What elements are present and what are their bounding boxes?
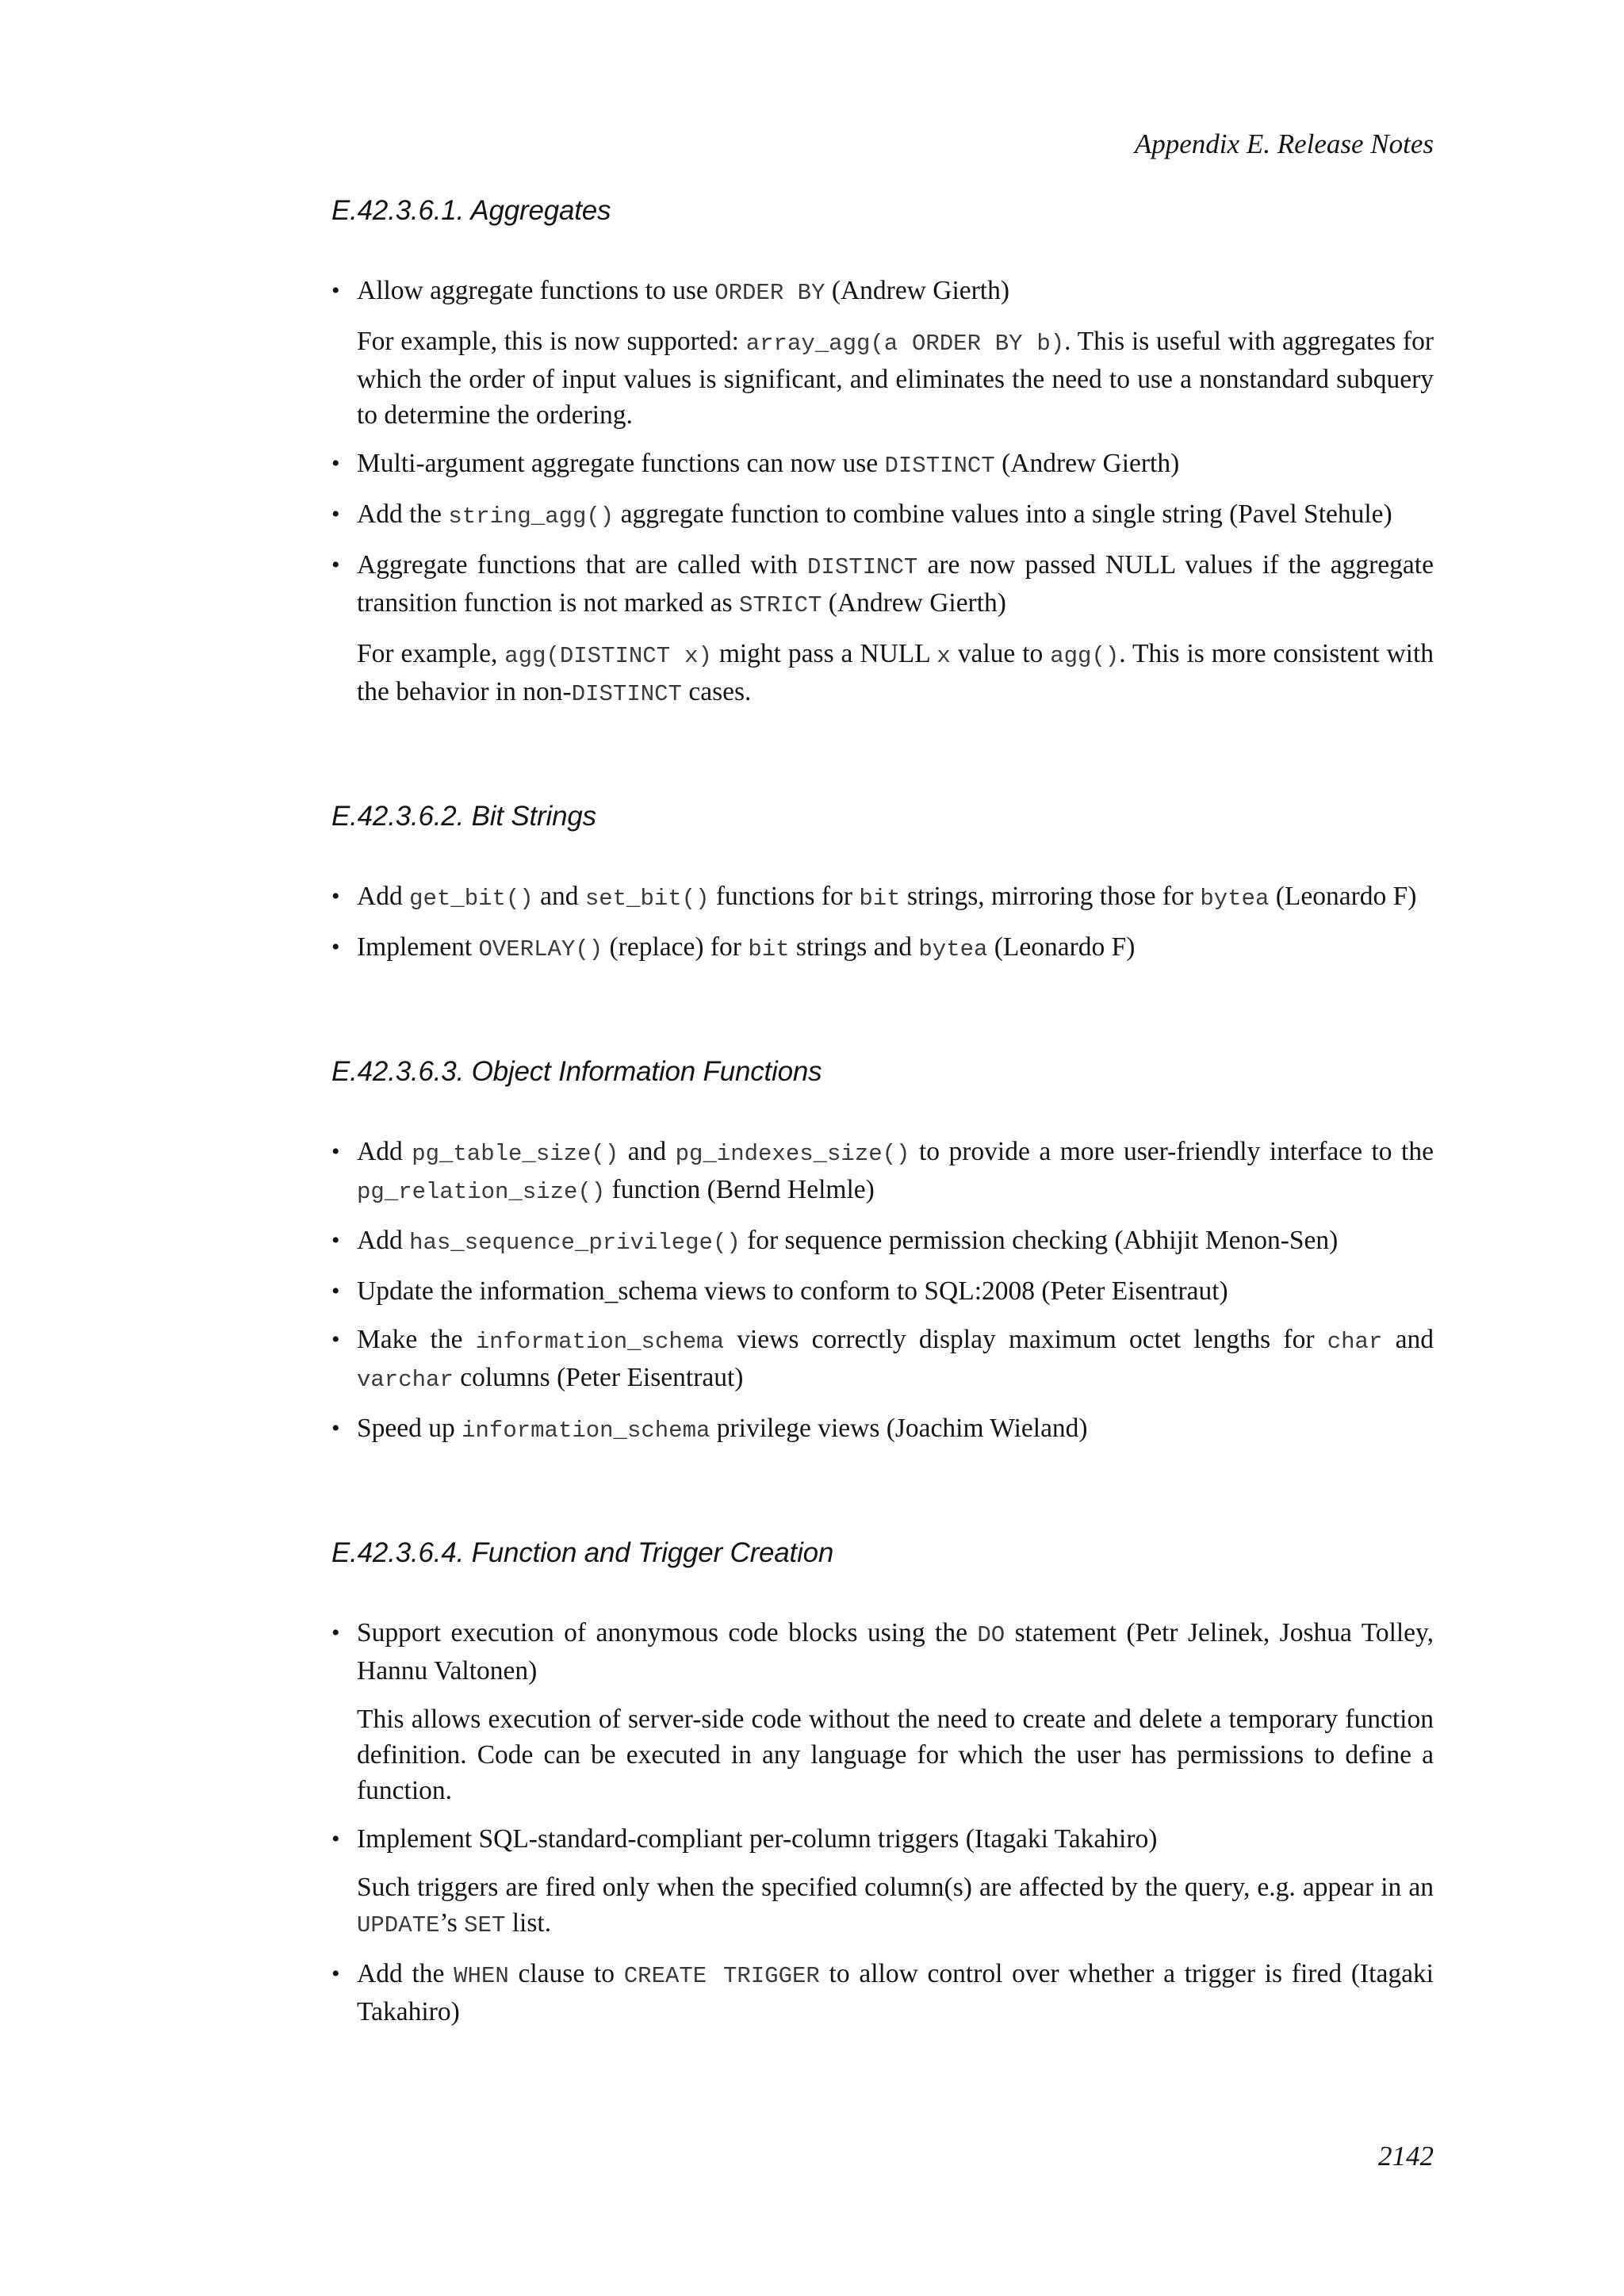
text-run: Implement bbox=[357, 932, 479, 962]
text-run: (Leonardo F) bbox=[1269, 882, 1417, 911]
release-note-item bbox=[331, 1322, 1434, 1398]
page-number: 2142 bbox=[1378, 2141, 1434, 2172]
code-literal: DISTINCT bbox=[807, 554, 918, 580]
release-note-item bbox=[331, 1615, 1434, 1808]
item-summary bbox=[357, 1410, 1434, 1448]
item-summary bbox=[357, 1615, 1434, 1689]
text-run: This allows execution of server-side code without the need to create and delete a temporary function definition. Code can be executed in any language for which the user has permissions to define a function. bbox=[357, 1705, 1434, 1805]
text-run: Multi-argument aggregate functions can now use bbox=[357, 449, 885, 478]
code-literal: varchar bbox=[357, 1367, 454, 1393]
text-run: Add bbox=[357, 882, 410, 911]
release-note-item bbox=[331, 878, 1434, 916]
code-literal: DISTINCT bbox=[571, 681, 682, 707]
text-run: . This is more consistent with the behavior in non- bbox=[357, 639, 1434, 706]
release-note-item bbox=[331, 1956, 1434, 2030]
text-run: . This is useful with aggregates for which the order of input values is significant, and eliminates the need to use a nonstandard subquery to determine the ordering. bbox=[357, 327, 1434, 430]
text-run: Aggregate functions that are called with bbox=[357, 550, 808, 580]
text-run: Implement SQL-standard-compliant per-column triggers (Itagaki Takahiro) bbox=[357, 1824, 1158, 1854]
code-literal: ORDER BY bbox=[714, 280, 825, 306]
code-literal: agg(DISTINCT x) bbox=[504, 643, 712, 669]
text-run: Add the bbox=[357, 499, 449, 529]
release-note-list bbox=[331, 273, 1434, 712]
section-heading: E.42.3.6.3. Object Information Functions bbox=[331, 1056, 822, 1087]
code-literal: bit bbox=[748, 936, 790, 962]
code-literal: has_sequence_privilege() bbox=[409, 1230, 741, 1256]
text-run: aggregate function to combine values into a single string (Pavel Stehule) bbox=[614, 499, 1392, 529]
text-run: For example, this is now supported: bbox=[357, 327, 746, 356]
release-note-item bbox=[331, 496, 1434, 534]
item-detail bbox=[357, 323, 1434, 433]
item-summary bbox=[357, 1322, 1434, 1398]
release-note-item bbox=[331, 1410, 1434, 1448]
code-literal: x bbox=[936, 643, 951, 669]
text-run: Add bbox=[357, 1137, 412, 1166]
text-run: to allow control over whether a trigger is fired (Itagaki Takahiro) bbox=[357, 1959, 1434, 2026]
item-summary bbox=[357, 1134, 1434, 1210]
item-summary bbox=[357, 1223, 1434, 1261]
text-run: and bbox=[533, 882, 585, 911]
code-literal: bytea bbox=[1200, 886, 1270, 912]
text-run: are now passed NULL values if the aggregate transition function is not marked as bbox=[357, 550, 1434, 618]
code-literal: pg_relation_size() bbox=[357, 1179, 606, 1205]
release-note-item bbox=[331, 1223, 1434, 1261]
text-run: Support execution of anonymous code blocks using the bbox=[357, 1618, 978, 1647]
item-summary bbox=[357, 1273, 1434, 1309]
item-detail bbox=[357, 1869, 1434, 1943]
item-summary bbox=[357, 1821, 1434, 1857]
release-note-item bbox=[331, 1821, 1434, 1943]
code-literal: OVERLAY() bbox=[478, 936, 603, 962]
code-literal: CREATE TRIGGER bbox=[623, 1963, 820, 1989]
text-run: statement (Petr Jelinek, Joshua Tolley, Hannu Valtonen) bbox=[357, 1618, 1434, 1686]
release-note-item bbox=[331, 273, 1434, 433]
text-run: strings and bbox=[789, 932, 919, 962]
code-literal: DO bbox=[977, 1622, 1005, 1648]
item-summary bbox=[357, 878, 1434, 916]
code-literal: information_schema bbox=[475, 1329, 724, 1355]
code-literal: string_agg() bbox=[448, 503, 615, 530]
text-run: Make the bbox=[357, 1325, 476, 1354]
section bbox=[331, 195, 1434, 712]
text-run: Speed up bbox=[357, 1414, 462, 1443]
text-run: might pass a NULL bbox=[711, 639, 937, 668]
text-run: Update the information_schema views to conform to SQL:2008 (Peter Eisentraut) bbox=[357, 1276, 1228, 1306]
text-run: Allow aggregate functions to use bbox=[357, 276, 715, 305]
section-heading: E.42.3.6.2. Bit Strings bbox=[331, 801, 596, 832]
section bbox=[331, 1537, 1434, 2030]
text-run: (replace) for bbox=[603, 932, 749, 962]
code-literal: bytea bbox=[918, 936, 988, 962]
release-note-list bbox=[331, 1615, 1434, 2030]
release-note-item bbox=[331, 1273, 1434, 1309]
text-run: Such triggers are fired only when the specified column(s) are affected by the query, e.g. appear in an bbox=[357, 1873, 1434, 1902]
text-run: for sequence permission checking (Abhijit Menon-Sen) bbox=[740, 1226, 1339, 1255]
text-run: (Andrew Gierth) bbox=[994, 449, 1180, 478]
text-run: ’s bbox=[439, 1908, 465, 1938]
item-detail bbox=[357, 636, 1434, 712]
code-literal: STRICT bbox=[738, 592, 822, 618]
code-literal: bit bbox=[859, 886, 901, 912]
text-run: privilege views (Joachim Wieland) bbox=[710, 1414, 1088, 1443]
code-literal: array_agg(a ORDER BY b) bbox=[745, 331, 1065, 357]
text-run: (Andrew Gierth) bbox=[825, 276, 1009, 305]
code-literal: get_bit() bbox=[409, 886, 534, 912]
text-run: columns (Peter Eisentraut) bbox=[453, 1363, 744, 1392]
code-literal: UPDATE bbox=[357, 1912, 440, 1938]
release-note-item bbox=[331, 929, 1434, 967]
text-run: strings, mirroring those for bbox=[900, 882, 1201, 911]
page-content bbox=[331, 195, 1434, 2118]
text-run: to provide a more user-friendly interface to the bbox=[910, 1137, 1434, 1166]
item-summary bbox=[357, 273, 1434, 311]
text-run: clause to bbox=[508, 1959, 624, 1988]
text-run: function (Bernd Helmle) bbox=[605, 1175, 875, 1204]
text-run: list. bbox=[505, 1908, 552, 1938]
text-run: Add bbox=[357, 1226, 410, 1255]
text-run: (Andrew Gierth) bbox=[822, 588, 1006, 618]
item-summary bbox=[357, 547, 1434, 623]
section-heading: E.42.3.6.4. Function and Trigger Creation bbox=[331, 1537, 834, 1568]
text-run: and bbox=[619, 1137, 676, 1166]
release-note-item bbox=[331, 1134, 1434, 1210]
code-literal: char bbox=[1327, 1329, 1383, 1355]
item-summary bbox=[357, 496, 1434, 534]
section bbox=[331, 1056, 1434, 1448]
text-run: functions for bbox=[709, 882, 860, 911]
release-note-item bbox=[331, 446, 1434, 484]
code-literal: WHEN bbox=[454, 1963, 509, 1989]
item-summary bbox=[357, 929, 1434, 967]
item-summary bbox=[357, 1956, 1434, 2030]
code-literal: SET bbox=[464, 1912, 506, 1938]
text-run: (Leonardo F) bbox=[987, 932, 1136, 962]
text-run: views correctly display maximum octet lengths for bbox=[723, 1325, 1327, 1354]
item-summary bbox=[357, 446, 1434, 484]
text-run: For example, bbox=[357, 639, 505, 668]
release-note-item bbox=[331, 547, 1434, 712]
text-run: value to bbox=[950, 639, 1051, 668]
code-literal: pg_indexes_size() bbox=[675, 1141, 910, 1167]
code-literal: pg_table_size() bbox=[412, 1141, 619, 1167]
code-literal: information_schema bbox=[462, 1418, 710, 1444]
code-literal: agg() bbox=[1050, 643, 1120, 669]
release-note-list bbox=[331, 878, 1434, 967]
release-note-list bbox=[331, 1134, 1434, 1448]
section-heading: E.42.3.6.1. Aggregates bbox=[331, 195, 611, 226]
code-literal: DISTINCT bbox=[884, 453, 995, 479]
text-run: and bbox=[1382, 1325, 1434, 1354]
item-detail bbox=[357, 1701, 1434, 1808]
section bbox=[331, 801, 1434, 967]
text-run: Add the bbox=[357, 1959, 454, 1988]
running-header: Appendix E. Release Notes bbox=[1134, 128, 1434, 159]
code-literal: set_bit() bbox=[584, 886, 710, 912]
text-run: cases. bbox=[681, 677, 752, 706]
